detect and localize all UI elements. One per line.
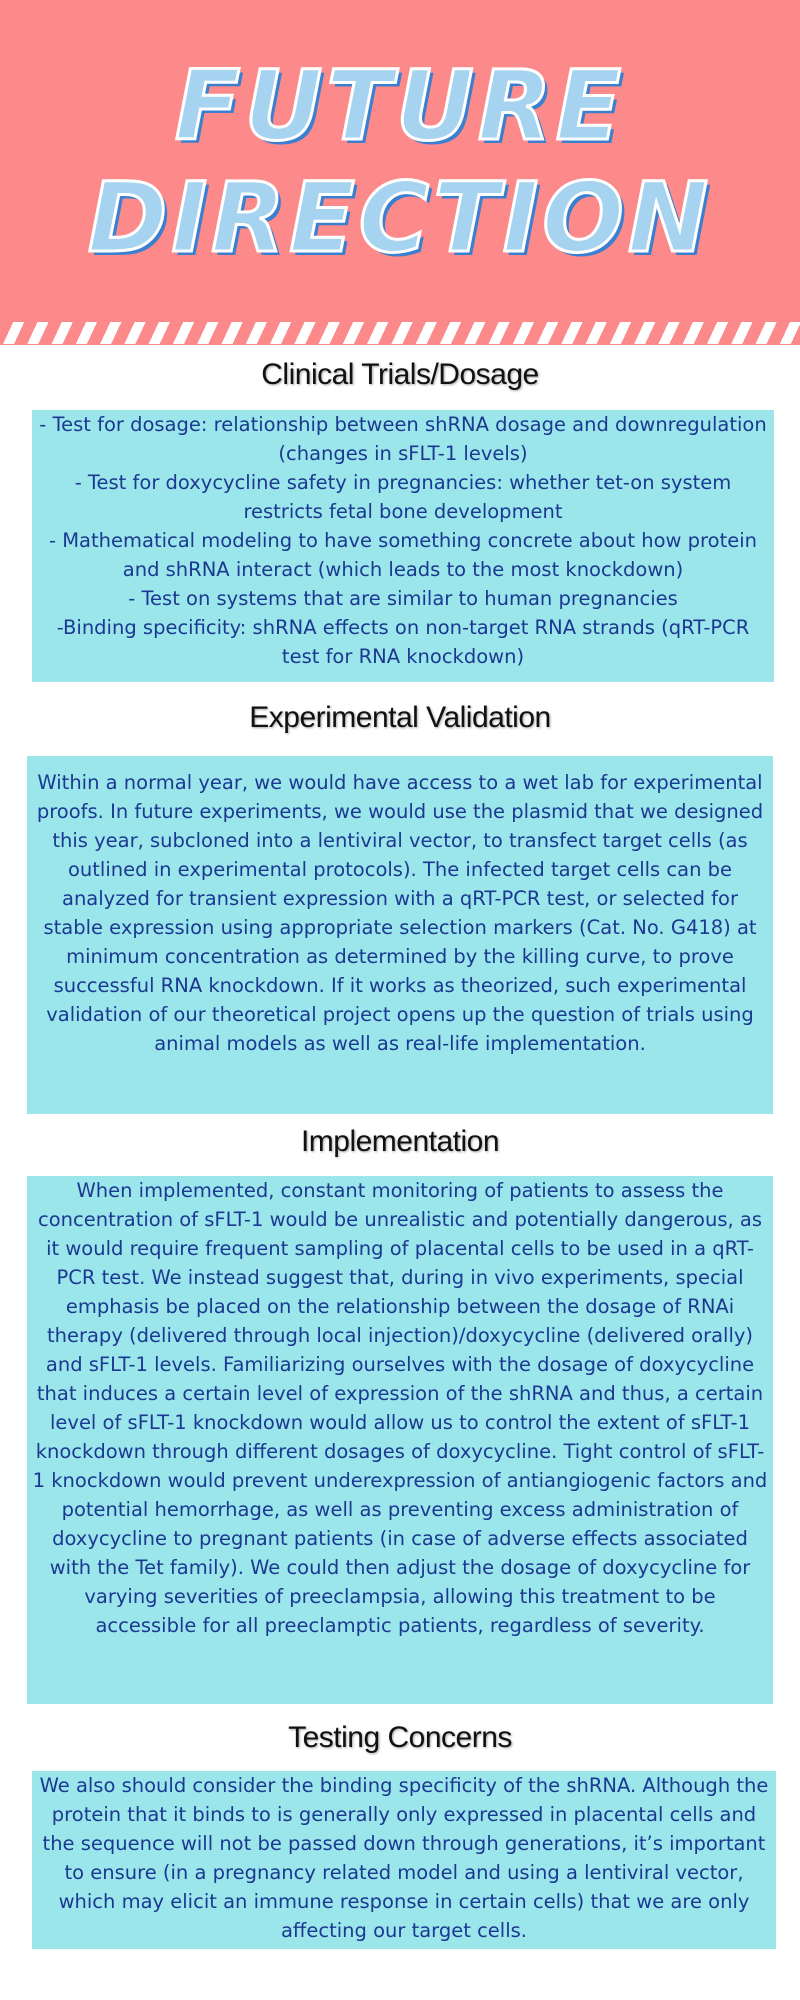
clinical-line-5: -Binding specificity: shRNA effects on non-target RNA strands (qRT-PCR test for RNA knockdown) <box>56 616 750 668</box>
clinical-line-3: - Mathematical modeling to have something concrete about how protein and shRNA interact (which leads to the most knockdown) <box>48 529 757 581</box>
experimental-validation-box <box>27 756 773 1114</box>
implementation-box <box>27 1176 773 1704</box>
heading-implementation: Implementation <box>300 1125 500 1158</box>
testing-concerns-box <box>32 1771 776 1949</box>
heading-clinical-trials: Clinical Trials/Dosage <box>261 358 539 391</box>
clinical-trials-box <box>32 410 774 682</box>
clinical-line-1: - Test for dosage: relationship between shRNA dosage and downregulation (changes in sFLT-1 levels) <box>39 413 767 465</box>
header-banner <box>0 0 800 345</box>
heading-experimental-validation: Experimental Validation <box>249 701 551 734</box>
title-line-1: FUTURE <box>174 50 626 162</box>
decorative-stripe-divider <box>0 322 800 344</box>
experimental-body: Within a normal year, we would have access to a wet lab for experimental proofs. In future experiments, we would use the plasmid that we designed this year, subcloned into a lentiviral vector, to transfect target cells (as outlined in experimental protocols). The infected target cells can be analyzed for transient expression with a qRT-PCR test, or selected for stable expression using appropriate selection markers (Cat. No. G418) at minimum concentration as determined by the killing curve, to prove successful RNA knockdown. If it works as theorized, such experimental validation of our theoretical project opens up the question of trials using animal models as well as real-life implementation. <box>36 771 764 1055</box>
clinical-line-4: - Test on systems that are similar to human pregnancies <box>128 587 678 610</box>
implementation-body: When implemented, constant monitoring of patients to assess the concentration of sFLT-1 would be unrealistic and potentially dangerous, as it would require frequent sampling of placental cells to be used in a qRT-PCR test. We instead suggest that, during in vivo experiments, special emphasis be placed on the relationship between the dosage of RNAi therapy (delivered through local injection)/doxycycline (delivered orally) and sFLT-1 levels. Familiarizing ourselves with the dosage of doxycycline that induces a certain level of expression of the shRNA and thus, a certain level of sFLT-1 knockdown would allow us to control the extent of sFLT-1 knockdown through different dosages of doxycycline. Tight control of sFLT-1 knockdown would prevent underexpression of antiangiogenic factors and potential hemorrhage, as well as preventing excess administration of doxycycline to pregnant patients (in case of adverse effects associated with the Tet family). We could then adjust the dosage of doxycycline for varying severities of preeclampsia, allowing this treatment to be accessible for all preeclamptic patients, regardless of severity. <box>32 1179 768 1637</box>
page-title <box>0 50 800 274</box>
heading-testing-concerns: Testing Concerns <box>288 1721 512 1754</box>
title-line-2: DIRECTION <box>87 162 713 274</box>
testing-body: We also should consider the binding specificity of the shRNA. Although the protein that it binds to is generally only expressed in placental cells and the sequence will not be passed down through generations, it’s important to ensure (in a pregnancy related model and using a lentiviral vector, which may elicit an immune response in certain cells) that we are only affecting our target cells. <box>39 1774 769 1942</box>
clinical-line-2: - Test for doxycycline safety in pregnancies: whether tet-on system restricts fetal bone development <box>74 471 732 523</box>
